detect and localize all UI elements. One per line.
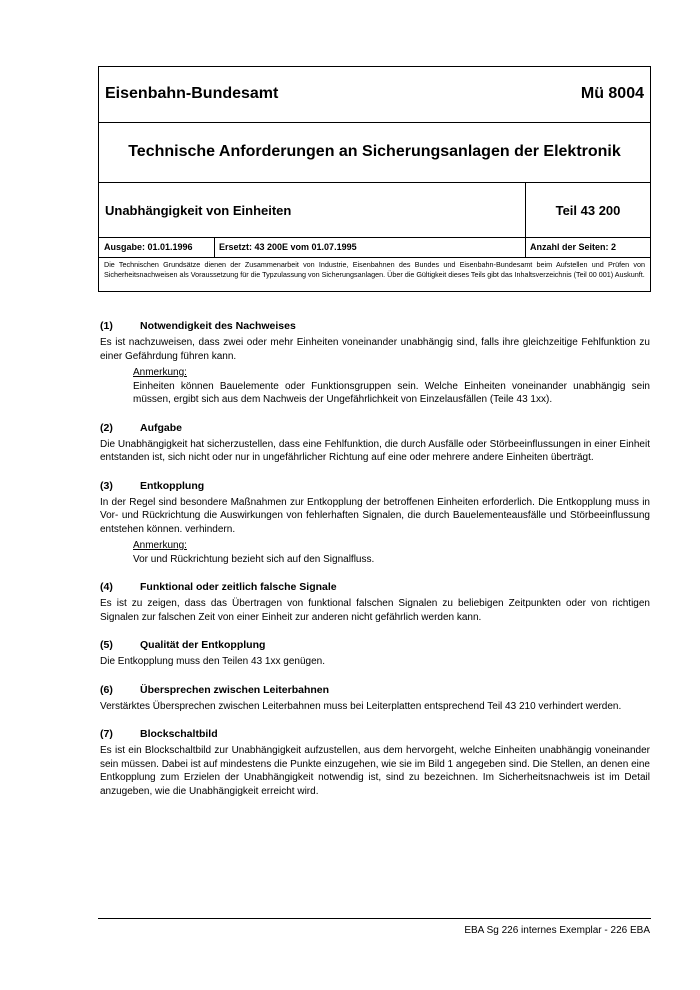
- section-heading: [100, 684, 650, 696]
- section-number: (7): [100, 728, 113, 740]
- section-number: (2): [100, 421, 113, 434]
- section-title: Qualität der Entkopplung: [140, 639, 266, 651]
- section-title: Funktional oder zeitlich falsche Signale: [140, 581, 337, 593]
- section-heading: [100, 581, 650, 593]
- section-note: [133, 366, 650, 407]
- section-number: (1): [100, 320, 113, 332]
- section-number: (3): [100, 479, 113, 492]
- page-count: Anzahl der Seiten: 2: [525, 238, 650, 257]
- section-title: Notwendigkeit des Nachweises: [140, 320, 296, 332]
- section-text: Es ist ein Blockschaltbild zur Unabhängigkeit aufzustellen, aus dem hervorgeht, welche Einheiten unabhängig voneinander sein müssen. Dabei ist auf mindestens die Punkte einzugehen, wie sie im Bild 1 angegeben sind. Die Stellen, an denen eine Entkopplung zum Erzielen der Unabhängigkeit notwendig ist, sind zu bezeichnen. Im Sicherheitsnachweis ist im Detail anzugeben, wie die Unabhängigkeit erreicht wird.: [100, 745, 650, 797]
- note-text: Vor und Rückrichtung bezieht sich auf den Signalfluss.: [133, 553, 375, 565]
- section-6: [100, 684, 650, 714]
- ausgabe-date: Ausgabe: 01.01.1996: [104, 242, 193, 252]
- section-title: Entkopplung: [140, 479, 205, 492]
- document-code: Mü 8004: [580, 85, 644, 102]
- header-row-subtitle: [99, 183, 650, 238]
- section-note: [133, 539, 650, 566]
- section-title: Aufgabe: [140, 421, 182, 434]
- section-text: Es ist nachzuweisen, dass zwei oder mehr Einheiten voneinander unabhängig sind, falls ihre gleichzeitige Fehlfunktion zu einer Gefährdung führen kann.: [100, 337, 650, 362]
- section-heading: [100, 422, 650, 434]
- page-footer: EBA Sg 226 internes Exemplar - 226 EBA: [464, 925, 650, 936]
- section-text: In der Regel sind besondere Maßnahmen zur Entkopplung der betroffenen Einheiten erforderlich. Die Entkopplung muss in Vor- und Rückrichtung die Auswirkungen von fehlerhaften Signalen, die durch Bauelementeausfälle und Störbeeinflussung entstehen können. verhindern.: [100, 496, 650, 535]
- header-note: Die Technischen Grundsätze dienen der Zusammenarbeit von Industrie, Eisenbahnen des Bundes und Eisenbahn-Bundesamt beim Aufstellen und Prüfen von Sicherheitsnachweisen als Voraussetzung für die Typzulassung von Sicherungsanlagen. Über die Gültigkeit dieses Teils gibt das Inhaltsverzeichnis (Teil 00 001) Auskunft.: [104, 260, 645, 279]
- header-row-meta: [99, 238, 650, 258]
- section-7: [100, 728, 650, 798]
- teil-number: Teil 43 200: [555, 203, 621, 218]
- note-label: Anmerkung:: [133, 540, 187, 551]
- document-body: [100, 320, 650, 813]
- section-number: (6): [100, 683, 113, 696]
- footer-divider: [98, 918, 651, 919]
- note-label: Anmerkung:: [133, 367, 187, 378]
- note-text: Einheiten können Bauelemente oder Funktionsgruppen sein. Welche Einheiten voneinander unabhängig sein müssen, ergibt sich aus dem Nachweis der Ungefährlichkeit von Einzelausfällen (Teile 43 1xx).: [133, 380, 650, 405]
- document-subtitle: Unabhängigkeit von Einheiten: [105, 203, 292, 218]
- organization-name: Eisenbahn-Bundesamt: [105, 85, 279, 102]
- section-2: [100, 422, 650, 465]
- section-text: Die Unabhängigkeit hat sicherzustellen, dass eine Fehlfunktion, die durch Ausfälle oder Störbeeinflussungen in einer Einheit entstanden ist, sich nicht oder nur in ungefährlicher Richtung auf eine oder mehrere andere Einheiten überträgt.: [100, 438, 650, 463]
- header-row-organization: [99, 67, 650, 123]
- section-number: (4): [100, 581, 113, 593]
- document-header: [98, 66, 651, 292]
- header-row-title: [99, 123, 650, 183]
- section-heading: [100, 480, 650, 492]
- section-heading: [100, 639, 650, 651]
- section-text: Es ist zu zeigen, dass das Übertragen von funktional falschen Signalen zu beliebigen Zeitpunkten oder von richtigen Signalen zur falschen Zeit von einer Einheit zur anderen nicht gefährlich werden kann.: [100, 598, 650, 623]
- document-title: Technische Anforderungen an Sicherungsanlagen der Elektronik: [128, 143, 621, 160]
- header-row-note: [99, 258, 650, 291]
- section-1: [100, 320, 650, 407]
- section-4: [100, 581, 650, 624]
- ersetzt-info: Ersetzt: 43 200E vom 01.07.1995: [214, 238, 525, 257]
- section-3: [100, 480, 650, 567]
- section-text: Verstärktes Übersprechen zwischen Leiterbahnen muss bei Leiterplatten entsprechend Teil 43 210 verhindert werden.: [100, 700, 622, 712]
- section-title: Blockschaltbild: [140, 728, 218, 740]
- section-text: Die Entkopplung muss den Teilen 43 1xx genügen.: [100, 656, 325, 667]
- section-heading: [100, 320, 650, 332]
- section-heading: [100, 728, 650, 740]
- section-title: Übersprechen zwischen Leiterbahnen: [140, 683, 330, 696]
- section-5: [100, 639, 650, 669]
- teil-cell: [525, 183, 650, 237]
- section-number: (5): [100, 639, 113, 651]
